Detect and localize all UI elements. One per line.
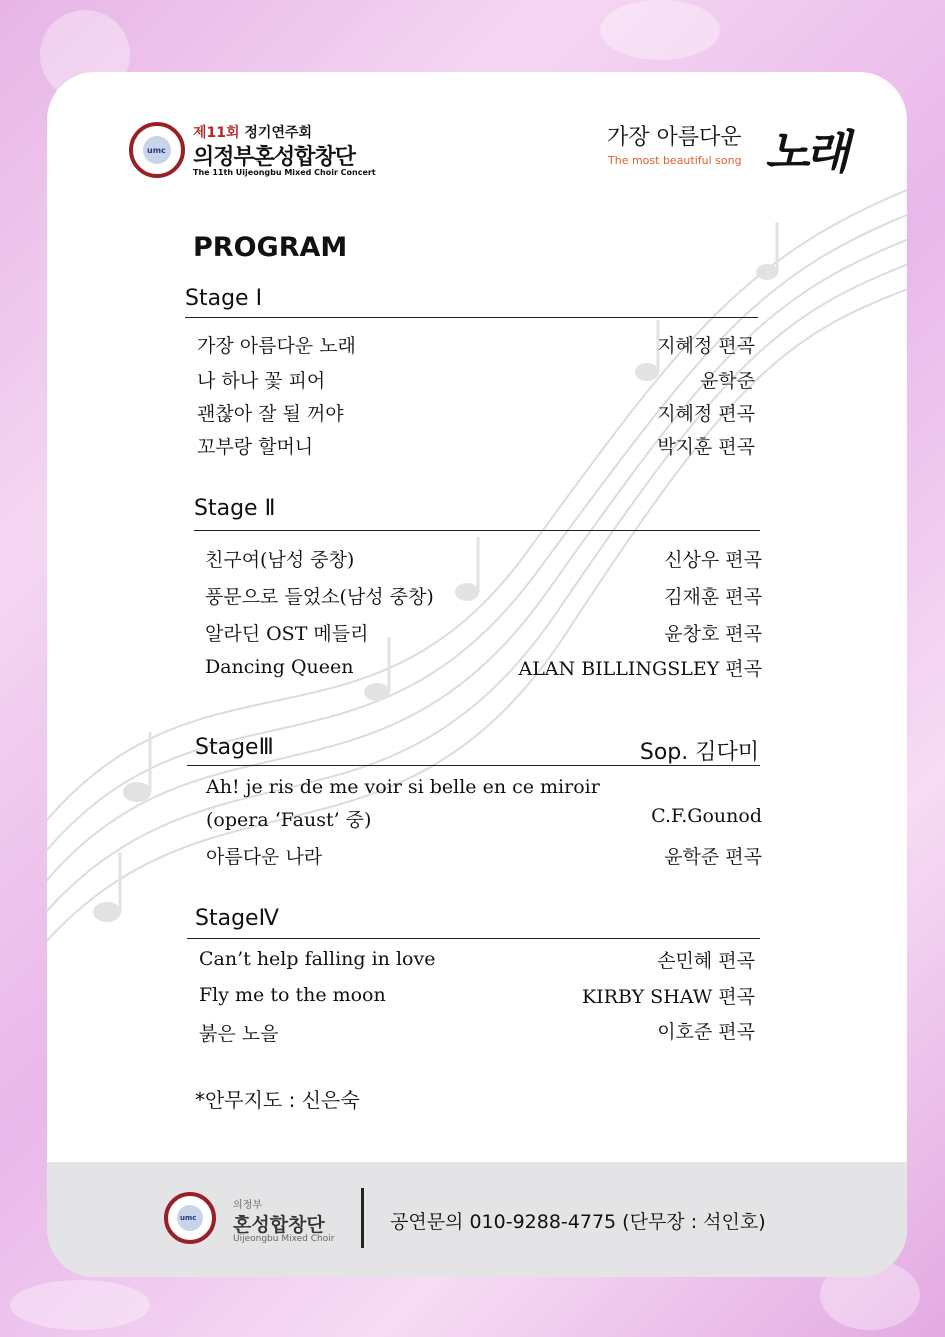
concert-title-calligraphy: 노래 [765,125,846,179]
program-item-title: Fly me to the moon [199,984,386,1006]
program-card [47,72,907,1277]
concert-title: 가장 아름다운 [607,125,742,150]
stage-divider [187,765,760,766]
program-item-title: 꼬부랑 할머니 [197,436,314,458]
program-item-title: Can’t help falling in love [199,948,436,970]
footer-city: 의정부 [233,1200,262,1211]
program-item-credit: 윤창호 편곡 [664,623,762,645]
program-item-credit: C.F.Gounod [651,805,762,827]
footer-contact: 공연문의 010-9288-4775 (단무장 : 석인호) [390,1211,766,1233]
program-item-title: 아름다운 나라 [206,846,323,868]
stage-heading: Stage Ⅰ [185,286,263,311]
concert-name-en: The 11th Uijeongbu Mixed Choir Concert [193,168,376,177]
concert-edition: 제11회 정기연주회 [193,125,313,141]
background-bokeh [10,1280,150,1330]
program-title: PROGRAM [193,232,348,263]
stage-heading: StageⅢ [195,735,274,760]
program-item-credit: 이호준 편곡 [657,1021,755,1043]
program-item-title: 풍문으로 들었소(남성 중창) [205,586,434,608]
program-item-credit: 지혜정 편곡 [657,403,755,425]
footer-divider [361,1188,364,1248]
program-item-credit: 김재훈 편곡 [664,586,762,608]
choir-seal-icon: umc [129,122,185,178]
program-item-credit: KIRBY SHAW 편곡 [581,986,755,1008]
footer-choir-name: 혼성합창단 [233,1214,325,1236]
program-item-title: 알라딘 OST 메들리 [205,623,369,645]
concert-title-en: The most beautiful song [608,154,742,167]
program-item-title: 친구여(남성 중창) [205,549,355,571]
stage-heading: StageⅣ [195,906,279,931]
program-item-credit: 신상우 편곡 [664,549,762,571]
music-staff-decoration [47,72,907,1277]
program-item-credit: 지혜정 편곡 [657,335,755,357]
program-item-credit: 박지훈 편곡 [657,436,755,458]
stage-divider [185,317,758,318]
stage-divider [187,938,760,939]
program-item-credit: 윤학준 편곡 [664,846,762,868]
program-item-title: (opera ‘Faust’ 중) [206,809,372,831]
program-item-title: Ah! je ris de me voir si belle en ce miroir [206,776,600,798]
program-item-credit: 윤학준 [699,370,755,392]
stage-divider [194,530,760,531]
choir-name: 의정부혼성합창단 [193,145,356,170]
program-item-credit: ALAN BILLINGSLEY 편곡 [518,658,762,680]
program-item-title: Dancing Queen [205,656,354,678]
soloist: Sop. 김다미 [639,740,759,765]
program-item-title: 가장 아름다운 노래 [197,335,356,357]
program-item-credit: 손민혜 편곡 [657,950,755,972]
choir-logo [129,122,376,182]
choir-seal-icon: umc [164,1192,216,1244]
background-bokeh [600,0,720,60]
stage-heading: Stage Ⅱ [194,496,276,521]
choreography-note: *안무지도 : 신은숙 [195,1088,360,1112]
program-item-title: 나 하나 꽃 피어 [197,370,326,392]
program-item-title: 붉은 노을 [199,1023,279,1045]
footer-choir-name-en: Uijeongbu Mixed Choir [233,1234,335,1244]
program-item-title: 괜찮아 잘 될 꺼야 [197,403,344,425]
